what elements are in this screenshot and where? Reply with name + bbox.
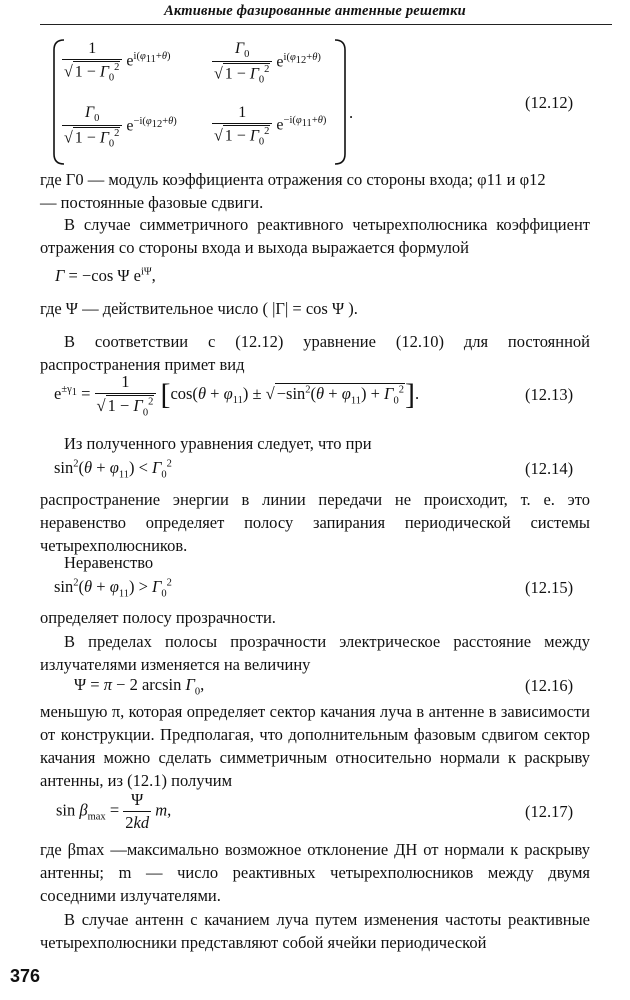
eq-label-12-14: (12.14)	[525, 459, 574, 478]
p1-line1: где Γ0 — модуль коэффициента отражения со стороны входа; φ11 и φ12	[40, 170, 546, 189]
matrix-period: .	[349, 103, 354, 122]
page-number: 376	[10, 966, 41, 986]
paragraph-propagation: В соответствии с (12.12) уравнение (12.10) для постоянной распространения примет вид	[40, 332, 590, 374]
eq-label-12-16: (12.16)	[525, 676, 574, 695]
paragraph-inequality: Неравенство	[64, 553, 154, 572]
paragraph-stopband: распространение энергии в линии передачи не происходит, т. е. это неравенство определяет полосу запирания периодической системы четырехполюсников.	[40, 490, 590, 555]
eq-label-12-12: (12.12)	[525, 93, 574, 112]
header-rule	[40, 24, 612, 25]
paragraph-scan-sector: меньшую π, которая определяет сектор качания луча в антенне в зависимости от конструкции. Предполагая, что дополнительным фазовым сдвигом сектор качания можно сделать симметричным относительно нормали к раскрыву антенны, из (12.1) получим	[40, 702, 590, 790]
eq-label-12-15: (12.15)	[525, 578, 574, 597]
matrix-cell-21: $\frac{\Gamma_0}{√ 1 - \Gamma_0^2}$ $e^{-i(\varphi_{12}+\theta)}$	[64, 104, 177, 150]
formula-12-14: $\sin^2(\theta + \varphi_{11}) < \Gamma_0^2$	[54, 458, 172, 481]
paragraph-electrical-distance: В пределах полосы прозрачности электрическое расстояние между излучателями изменяется на величину	[40, 632, 590, 674]
paragraph-gamma-definition	[40, 168, 590, 214]
formula-gamma: Γ = −cos Ψ $e^{i\Psi}$,	[55, 266, 156, 285]
running-header-title: Активные фазированные антенные решетки	[164, 3, 466, 19]
matrix-cell-12: $\frac{\Gamma_0}{√ 1 - \Gamma_0^2}$ $e^{i(\varphi_{12}+\theta)}$	[214, 40, 321, 86]
paragraph-beta-definition: где βmax —максимально возможное отклонение ДН от нормали к раскрыву антенны; m — число реактивных четырехполюсников между двумя соседними излучателями.	[40, 840, 590, 905]
paragraph-symmetric-case: В случае симметричного реактивного четырехполюсника коэффициент отражения со стороны входа и выхода выражается формулой	[40, 215, 590, 257]
p1-line2: — постоянные фазовые сдвиги.	[40, 193, 264, 212]
matrix-equation-12-12	[52, 36, 347, 166]
eq-label-12-13: (12.13)	[525, 385, 574, 404]
formula-12-16: Ψ = π − 2 $\arcsin \Gamma_0$,	[74, 675, 205, 698]
paragraph-from-equation: Из полученного уравнения следует, что при	[64, 434, 372, 453]
matrix-cell-11: $\frac{1}{√ 1 - \Gamma_0^2}$ $e^{i(\varphi_{11}+\theta)}$	[64, 40, 171, 84]
running-header	[0, 0, 630, 26]
formula-12-17: $\sin \beta_{max}$ = $\frac{\Psi}{2kd}$ m,	[56, 790, 172, 832]
formula-12-15: $\sin^2(\theta + \varphi_{11}) > \Gamma_0^2$	[54, 577, 172, 600]
formula-12-13: $e^{\pm\gamma_1}$ = $\frac{1}{√ 1 - \Gamma_0^2}$ [$\cos(\theta + \varphi_{11})$ ± √ $-\sin^2(\theta + \varphi_{11}) + \Gamma_0^2$].	[54, 372, 420, 419]
eq-label-12-17: (12.17)	[525, 802, 574, 821]
paragraph-passband: определяет полосу прозрачности.	[40, 608, 276, 627]
matrix-cell-22: $\frac{1}{√ 1 - \Gamma_0^2}$ $e^{-i(\varphi_{11}+\theta)}$	[214, 104, 327, 148]
paragraph-frequency-scan: В случае антенн с качанием луча путем изменения частоты реактивные четырехполюсники представляют собой ячейки периодической	[40, 910, 590, 952]
paragraph-psi-definition: где Ψ — действительное число ( |Γ| = cos Ψ ).	[40, 299, 358, 318]
